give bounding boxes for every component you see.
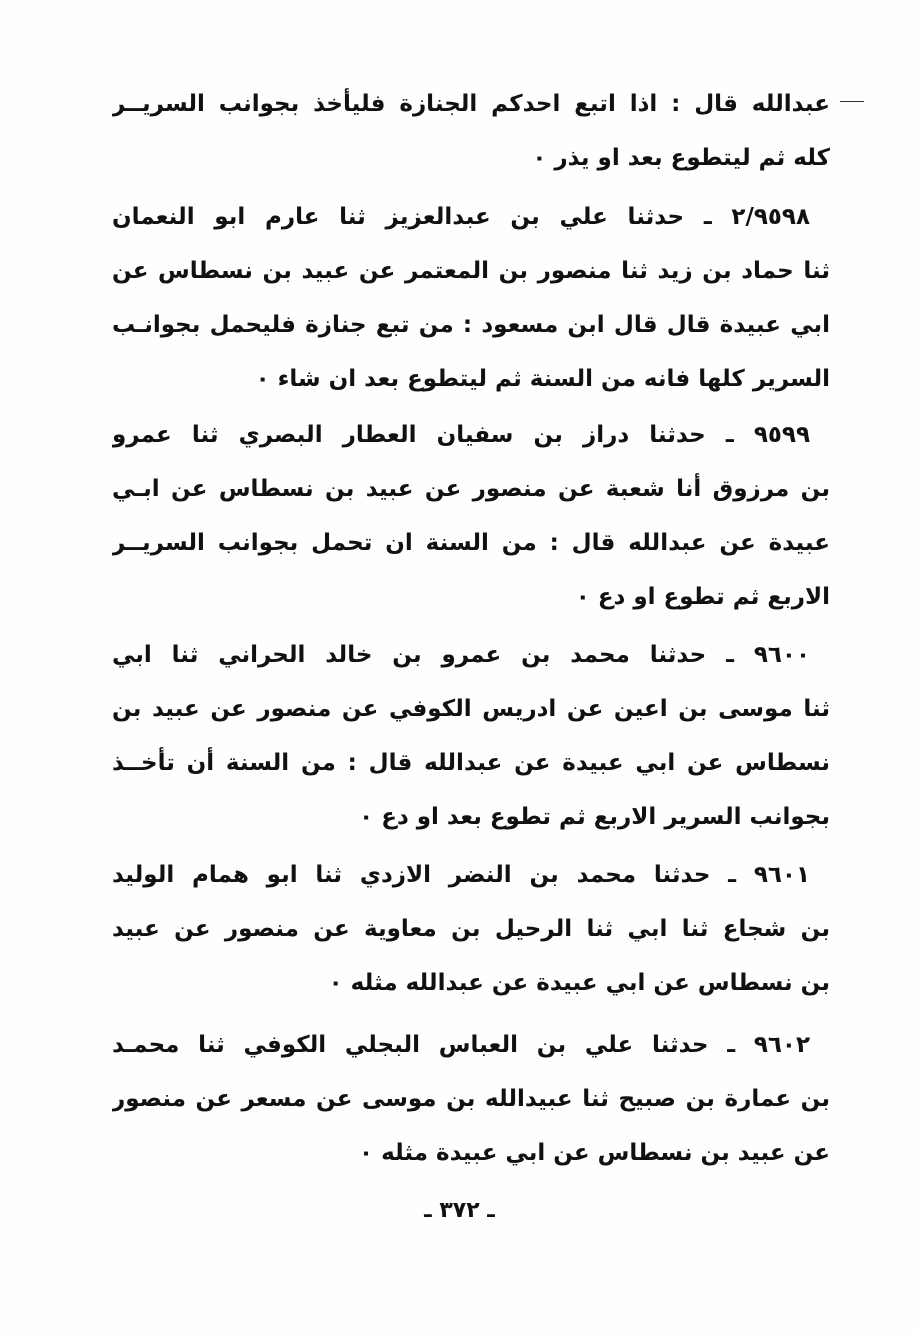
text-line: ٢/٩٥٩٨ ـ حدثنا علي بن عبدالعزيز ثنا عارم ابو النعمان xyxy=(112,204,810,230)
text-line: بن نسطاس عن ابي عبيدة عن عبدالله مثله ٠ xyxy=(328,970,830,996)
paragraph-9599 xyxy=(112,408,830,624)
text-line: ٩٦٠٢ ـ حدثنا علي بن العباس البجلي الكوفي ثنا محمـد xyxy=(112,1032,810,1058)
text-line: عبدالله قال : اذا اتبع احدكم الجنازة فليأخذ بجوانب السريــر xyxy=(112,91,830,117)
page-number: ـ ٣٧٢ ـ xyxy=(424,1198,495,1223)
text-line: كله ثم ليتطوع بعد او يذر ٠ xyxy=(532,145,830,171)
paragraph-9601 xyxy=(112,848,830,1010)
margin-dash xyxy=(840,101,864,102)
text-line: ٩٦٠٠ ـ حدثنا محمد بن عمرو بن خالد الحراني ثنا ابي xyxy=(112,642,810,668)
text-line: بجوانب السرير الاربع ثم تطوع بعد او دع ٠ xyxy=(359,804,830,830)
text-line: ثنا موسى بن اعين عن ادريس الكوفي عن منصور عن عبيد بن xyxy=(112,696,830,722)
text-line: ثنا حماد بن زيد ثنا منصور بن المعتمر عن عبيد بن نسطاس عن xyxy=(112,258,830,284)
text-line: ابي عبيدة قال قال ابن مسعود : من تبع جنازة فليحمل بجوانـب xyxy=(112,312,830,338)
text-line: الاربع ثم تطوع او دع ٠ xyxy=(575,584,830,610)
text-line: بن شجاع ثنا ابي ثنا الرحيل بن معاوية عن منصور عن عبيد xyxy=(112,916,830,942)
paragraph-9600 xyxy=(112,628,830,844)
text-line: بن عمارة بن صبيح ثنا عبيدالله بن موسى عن مسعر عن منصور xyxy=(112,1086,830,1112)
text-line: عبيدة عن عبدالله قال : من السنة ان تحمل بجوانب السريــر xyxy=(112,530,830,556)
paragraph-1 xyxy=(112,77,830,185)
text-line: ٩٦٠١ ـ حدثنا محمد بن النضر الازدي ثنا ابو همام الوليد xyxy=(112,862,810,888)
text-line: ٩٥٩٩ ـ حدثنا دراز بن سفيان العطار البصري ثنا عمرو xyxy=(112,422,810,448)
text-line: عن عبيد بن نسطاس عن ابي عبيدة مثله ٠ xyxy=(359,1140,830,1166)
paragraph-9602 xyxy=(112,1018,830,1180)
text-line: بن مرزوق أنا شعبة عن منصور عن عبيد بن نسطاس عن ابـي xyxy=(112,476,830,502)
text-line: السرير كلها فانه من السنة ثم ليتطوع بعد ان شاء ٠ xyxy=(255,366,830,392)
paragraph-9598 xyxy=(112,190,830,406)
text-line: نسطاس عن ابي عبيدة عن عبدالله قال : من السنة أن تأخــذ xyxy=(112,750,830,776)
